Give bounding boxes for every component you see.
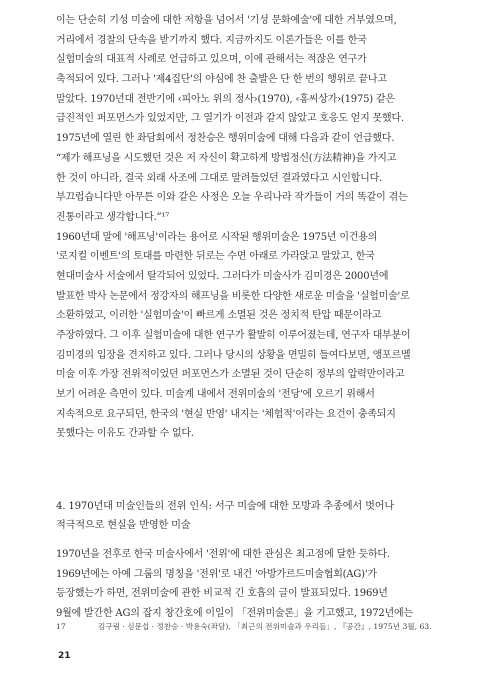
paragraph-line: 부끄럽습니다만 아무튼 이와 같은 사정은 오늘 우리나라 작가들이 거의 똑같이 겪는	[56, 192, 408, 204]
paragraph-line: 실험미술의 대표적 사례로 언급하고 있으며, 이에 관해서는 적잖은 연구가	[56, 54, 367, 66]
heading-line: 적극적으로 현실을 반영한 미술	[56, 520, 191, 531]
page-number: 21	[58, 651, 71, 661]
paragraph-line: 축적되어 있다. 그러나 '제4집단'의 야심에 찬 출발은 단 한 번의 행위로 끝나고	[56, 74, 387, 86]
paragraph-line: 현대미술사 서술에서 탈각되어 있었다. 그러다가 미술사가 김미경은 2000년에	[56, 270, 389, 282]
paragraph-line: 김미경의 입장을 견지하고 있다. 그러나 당시의 상황을 면밀히 들여다보면, 앵포르멜	[56, 349, 411, 361]
paragraph-line: 1960년대 말에 '해프닝'이라는 용어로 시작된 행위미술은 1975년 이건용의	[56, 231, 378, 243]
paragraph-line: 지속적으로 요구되던, 한국의 '현실 반영' 내지는 '체험적'이라는 요건이 충족되지	[56, 408, 396, 420]
paragraph-line: 한 것이 아니라, 결국 외래 사조에 그대로 말려들었던 결과였다고 시인합니다.	[56, 172, 383, 184]
section-heading	[56, 497, 456, 535]
paragraph-line: 1975년에 열린 한 좌담회에서 정찬승은 행위미술에 대해 다음과 같이 언급했다.	[56, 133, 395, 145]
footnote-number: 17	[56, 622, 66, 631]
body-text-lower	[56, 545, 456, 624]
footnote-text: 김구림 · 심문섭 · 정찬승 · 박용숙(좌담), 「최근의 전위미술과 우리들」, 『공간』, 1975년 3월, 63.	[98, 622, 432, 631]
paragraph-line: 1970년을 전후로 한국 미술사에서 '전위'에 대한 관심은 최고점에 달한 듯하다.	[56, 549, 390, 560]
paragraph-line: 말았다. 1970년대 전반기에 ‹피아노 위의 정사›(1970), ‹홍씨상가›(1975) 같은	[56, 93, 395, 105]
paragraph-line: 못했다는 이유도 간과할 수 없다.	[56, 428, 194, 440]
paragraph-line: 이는 단순히 기성 미술에 대한 저항을 넘어서 '기성 문화예술'에 대한 거부였으며,	[56, 15, 397, 26]
paragraph-line: 미술 이후 가장 전위적이었던 퍼포먼스가 소멸된 것이 단순히 정부의 압력만이라고	[56, 369, 405, 381]
paragraph-line: 9월에 발간한 AG의 잡지 창간호에 이일이 「전위미술론」을 기고했고, 1972년에는	[56, 608, 413, 620]
paragraph-line: 거리에서 경찰의 단속을 받기까지 했다. 지금까지도 이론가들은 이를 한국	[56, 34, 367, 46]
paragraph-line: '로지컬 이벤트'의 토대를 마련한 뒤로는 수면 아래로 가라앉고 말았고, 한국	[56, 251, 375, 263]
paragraph-line: 등장했는가 하면, 전위미술에 관한 비교적 긴 호흡의 글이 발표되었다. 1969년	[56, 588, 388, 600]
footnote	[56, 621, 476, 632]
paragraph-line: “제가 해프닝을 시도했던 것은 저 자신이 확고하게 방법정신(方法精神)을 가지고	[56, 152, 397, 164]
paragraph-line: 1969년에는 아예 그룹의 명칭을 '전위'로 내건 '아방가르드미술협회(AG)'가	[56, 568, 377, 580]
body-text-upper	[56, 11, 456, 444]
heading-line: 4. 1970년대 미술인들의 전위 인식: 서구 미술에 대한 모방과 추종에서 벗어나	[56, 501, 395, 512]
paragraph-line: 발표한 박사 논문에서 정강자의 해프닝을 비롯한 다양한 새로운 미술을 '실험미술'로	[56, 290, 410, 302]
paragraph-line: 보기 어려운 측면이 있다. 미술계 내에서 전위미술의 '전당'에 오르기 위해서	[56, 389, 375, 401]
paragraph-line: 진통이라고 생각합니다.”¹⁷	[56, 211, 170, 223]
paragraph-line: 소환하였고, 이러한 '실험미술'이 빠르게 소멸된 것은 정치적 탄압 때문이라고	[56, 310, 382, 322]
paragraph-line: 급진적인 퍼포먼스가 있었지만, 그 열기가 이전과 같지 않았고 호응도 얻지 못했다.	[56, 113, 404, 125]
paragraph-line: 주장하였다. 그 이후 실험미술에 대한 연구가 활발히 이루어졌는데, 연구자 대부분이	[56, 330, 411, 341]
